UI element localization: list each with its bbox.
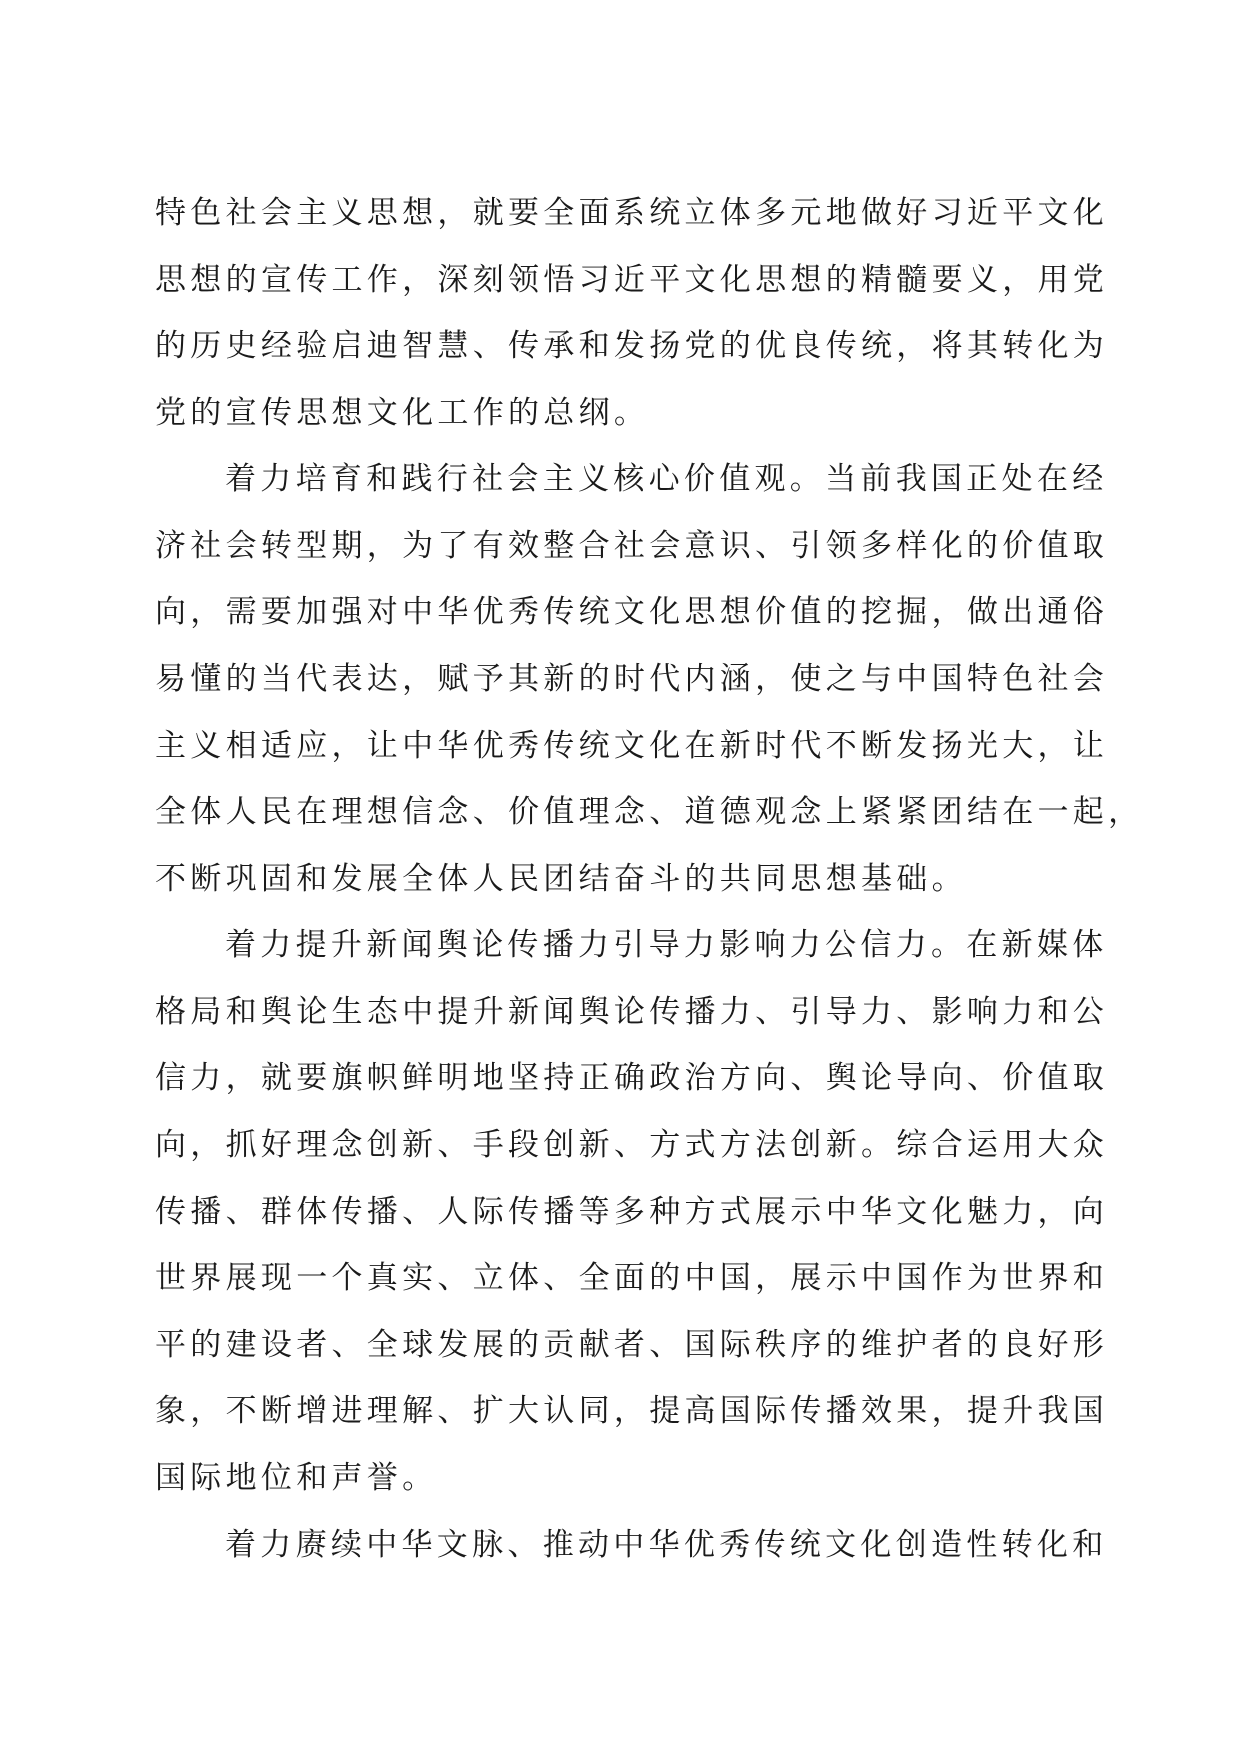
text-line: 济社会转型期，为了有效整合社会意识、引领多样化的价值取 bbox=[155, 528, 1109, 564]
text-line: 向，需要加强对中华优秀传统文化思想价值的挖掘，做出通俗 bbox=[155, 594, 1109, 630]
paragraph-heading-line: 着力提升新闻舆论传播力引导力影响力公信力。在新媒体 bbox=[225, 927, 1108, 963]
text-line: 国际地位和声誉。 bbox=[155, 1460, 438, 1496]
text-line: 主义相适应，让中华优秀传统文化在新时代不断发扬光大，让 bbox=[155, 728, 1109, 764]
text-line: 党的宣传思想文化工作的总纲。 bbox=[155, 395, 650, 431]
text-line: 传播、群体传播、人际传播等多种方式展示中华文化魅力，向 bbox=[155, 1194, 1109, 1230]
text-line: 思想的宣传工作，深刻领悟习近平文化思想的精髓要义，用党 bbox=[155, 262, 1109, 298]
text-line: 特色社会主义思想，就要全面系统立体多元地做好习近平文化 bbox=[155, 195, 1109, 231]
text-line: 格局和舆论生态中提升新闻舆论传播力、引导力、影响力和公 bbox=[155, 994, 1109, 1030]
text-line: 向，抓好理念创新、手段创新、方式方法创新。综合运用大众 bbox=[155, 1127, 1109, 1163]
text-line: 全体人民在理想信念、价值理念、道德观念上紧紧团结在一起， bbox=[155, 794, 1144, 830]
paragraph-heading-line: 着力培育和践行社会主义核心价值观。当前我国正处在经 bbox=[225, 461, 1108, 497]
text-line: 易懂的当代表达，赋予其新的时代内涵，使之与中国特色社会 bbox=[155, 661, 1109, 697]
text-line: 世界展现一个真实、立体、全面的中国，展示中国作为世界和 bbox=[155, 1260, 1109, 1296]
text-line: 的历史经验启迪智慧、传承和发扬党的优良传统，将其转化为 bbox=[155, 328, 1109, 364]
text-line: 不断巩固和发展全体人民团结奋斗的共同思想基础。 bbox=[155, 861, 967, 897]
text-line: 信力，就要旗帜鲜明地坚持正确政治方向、舆论导向、价值取 bbox=[155, 1060, 1109, 1096]
paragraph-heading-line: 着力赓续中华文脉、推动中华优秀传统文化创造性转化和 bbox=[225, 1527, 1108, 1563]
text-line: 象，不断增进理解、扩大认同，提高国际传播效果，提升我国 bbox=[155, 1393, 1109, 1429]
text-line: 平的建设者、全球发展的贡献者、国际秩序的维护者的良好形 bbox=[155, 1327, 1109, 1363]
